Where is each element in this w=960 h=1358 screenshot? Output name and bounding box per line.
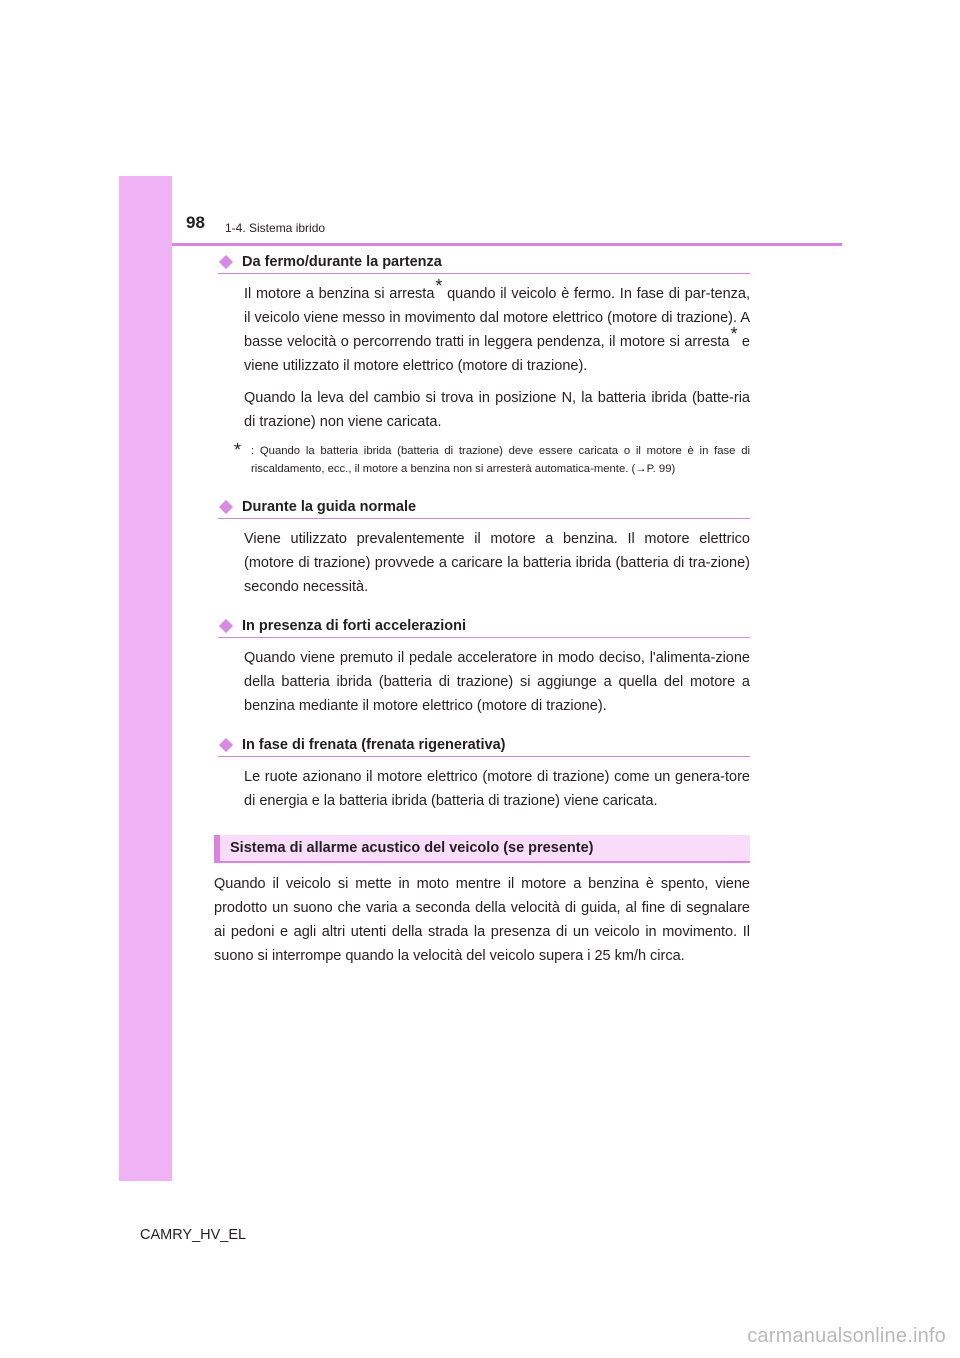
section-reference: 1-4. Sistema ibrido (225, 221, 326, 235)
subheading-label: In presenza di forti accelerazioni (242, 618, 467, 634)
subheading-da-fermo (218, 251, 750, 274)
footnote-text: : Quando la batteria ibrida (batteria di trazione) deve essere caricata o il motore è in fase di riscaldamento, ecc., il motore a benzina non si arresterà automatica-mente. (→P. 99) (251, 445, 750, 475)
paragraph-engine-stop (244, 276, 751, 378)
side-thumb-band (119, 176, 172, 1181)
section-heading-alarm: Sistema di allarme acustico del veicolo (se presente) (214, 835, 750, 863)
page-number: 98 (186, 213, 205, 232)
subheading-frenata (218, 734, 750, 757)
diamond-bullet-icon (219, 619, 233, 633)
watermark: carmanualsonline.info (747, 1325, 946, 1347)
paragraph-acceleration: Quando viene premuto il pedale acceleratore in modo deciso, l'alimenta-zione della batteria ibrida (batteria di trazione) si aggiunge a quella del motore a benzina mediante il motore elettrico (motore di trazione). (244, 650, 750, 714)
subheading-guida-normale (218, 496, 750, 519)
paragraph-lever-n: Quando la leva del cambio si trova in posizione N, la batteria ibrida (batte-ria di trazione) non viene caricata. (244, 390, 750, 430)
asterisk-mark: * (435, 276, 443, 296)
subheading-label: In fase di frenata (frenata rigenerativa) (242, 737, 506, 753)
paragraph-text: e viene utilizzato il motore elettrico (motore di trazione). (244, 334, 751, 374)
subheading-label: Da fermo/durante la partenza (242, 254, 442, 270)
subheading-label: Durante la guida normale (242, 499, 417, 515)
paragraph-text: Il motore a benzina si arresta (244, 286, 435, 302)
footnote (234, 442, 750, 478)
header-rule (172, 243, 842, 246)
paragraph-alarm: Quando il veicolo si mette in moto mentre il motore a benzina è spento, viene prodotto un suono che varia a seconda della velocità di guida, al fine di segnalare ai pedoni e agli altri utenti della strada la presenza di un veicolo in movimento. Il suono si interrompe quando la velocità del veicolo supera i 25 km/h circa. (214, 876, 750, 964)
diamond-bullet-icon (219, 738, 233, 752)
diamond-bullet-icon (219, 500, 233, 514)
paragraph-normal-driving: Viene utilizzato prevalentemente il motore a benzina. Il motore elettrico (motore di trazione) provvede a caricare la batteria ibrida (batteria di tra-zione) secondo necessità. (244, 531, 750, 595)
diamond-bullet-icon (219, 255, 233, 269)
footnote-asterisk: * (234, 440, 242, 460)
subheading-accelerazioni (218, 615, 750, 638)
paragraph-braking: Le ruote azionano il motore elettrico (motore di trazione) come un genera-tore di energia e la batteria ibrida (batteria di trazione) viene caricata. (244, 769, 750, 809)
model-code: CAMRY_HV_EL (140, 1227, 247, 1243)
asterisk-mark: * (730, 324, 738, 344)
page-content (214, 251, 750, 968)
paragraph-text: quando il veicolo è fermo. In fase di par-tenza, il veicolo viene messo in movimento dal motore elettrico (motore di trazione). A basse velocità o percorrendo tratti in leggera pendenza, il motore si arresta (244, 286, 750, 350)
